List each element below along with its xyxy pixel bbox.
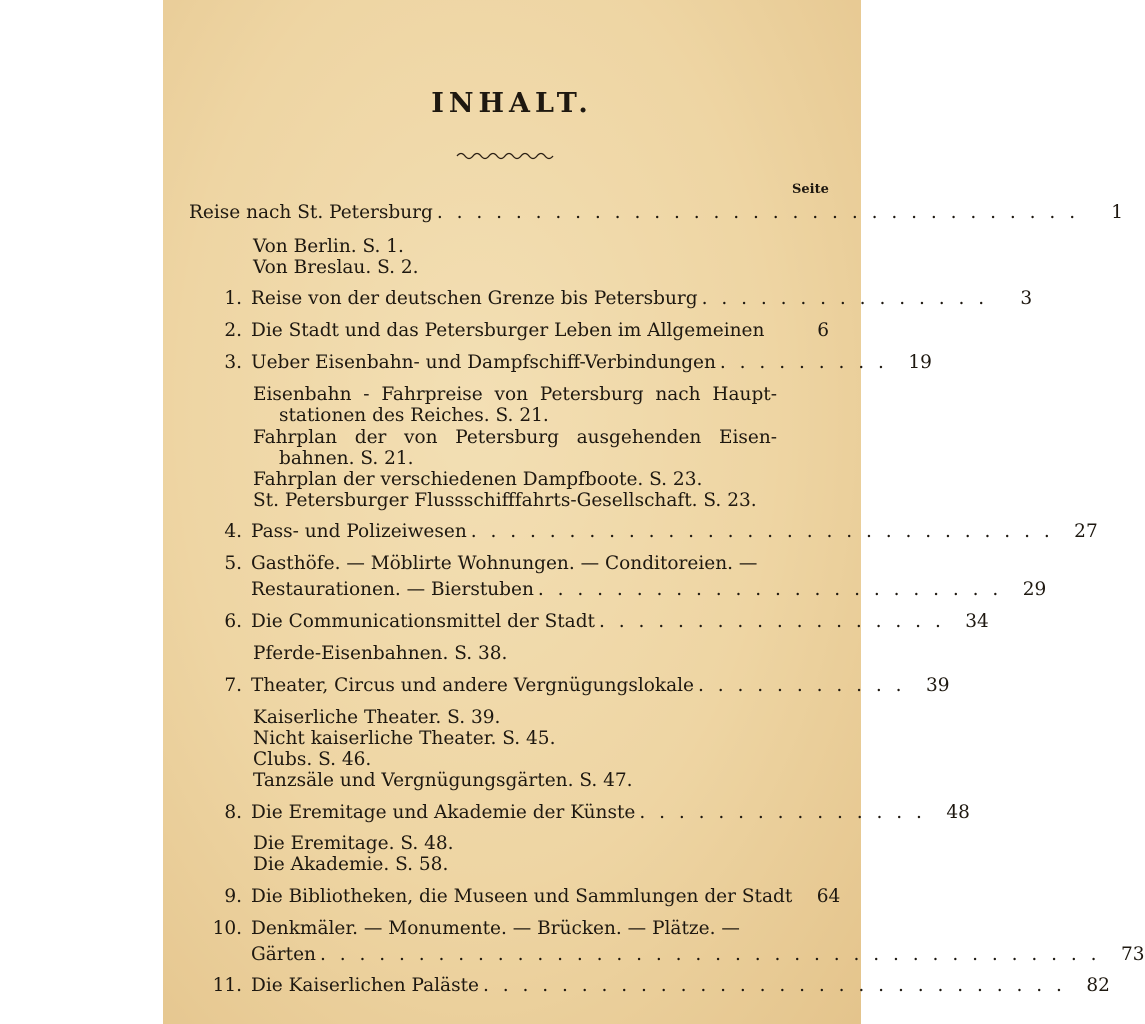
toc-sub-entry: Von Breslau. S. 2. <box>253 257 419 278</box>
toc-sub-entry: stationen des Reiches. S. 21. <box>279 405 549 426</box>
leader-dots: . . . . . . . . . . . . . . . . . . . . . . . . <box>537 579 1003 600</box>
toc-sub-entry: Tanzsäle und Vergnügungsgärten. S. 47. <box>253 770 633 791</box>
toc-entry-page: 1 <box>1111 202 1124 223</box>
toc-entry[interactable] <box>189 975 1110 997</box>
toc-entry[interactable] <box>189 553 829 575</box>
toc-entry-page: 64 <box>816 886 841 907</box>
toc-entry-page: 27 <box>1074 521 1098 542</box>
toc-entry-title: Gärten <box>251 944 316 965</box>
toc-sub-entry: bahnen. S. 21. <box>279 448 414 469</box>
toc-entry-title: Die Eremitage und Akademie der Künste <box>251 802 636 823</box>
toc-sub-entry: Kaiserliche Theater. S. 39. <box>253 707 501 728</box>
seite-column-label: Seite <box>792 182 829 197</box>
toc-sub-entry: Eisenbahn - Fahrpreise von Petersburg nach Haupt- <box>253 384 777 405</box>
toc-entry-title: Die Kaiserlichen Paläste <box>251 975 479 996</box>
leader-dots: . . . . . . . . . . . . . . . . . . . . . . . . . . . . . . . . . . . . . . . . <box>319 944 1101 965</box>
leader-dots: . . . . . . . . . . . <box>698 675 906 696</box>
toc-sub-entry: Die Eremitage. S. 48. <box>253 833 454 854</box>
toc-entry-number: 1. <box>224 288 242 309</box>
toc-entry[interactable] <box>189 802 970 824</box>
toc-entry-title: Gasthöfe. — Möblirte Wohnungen. — Conditoreien. — <box>251 553 758 574</box>
leader-dots: . . . . . . . . . . . . . . . . . . . . . . . . . . . . . . . . . <box>436 202 1080 223</box>
toc-sub-entry: Fahrplan der verschiedenen Dampfboote. S. 23. <box>253 469 703 490</box>
toc-entry-title: Reise von der deutschen Grenze bis Petersburg <box>251 288 698 309</box>
toc-entry-number: 2. <box>224 320 242 341</box>
toc-entry-number: 7. <box>224 675 242 696</box>
toc-entry[interactable] <box>189 675 950 697</box>
leader-dots: . . . . . . . . . . . . . . . . . . . . . . . . . . . . . . <box>482 975 1066 996</box>
toc-entry-page: 39 <box>925 675 950 696</box>
toc-entry-title: Pass- und Polizeiwesen <box>251 521 467 542</box>
toc-entry-number: 10. <box>212 918 242 939</box>
toc-sub-entry: Nicht kaiserliche Theater. S. 45. <box>253 728 556 749</box>
toc-entry-title: Die Stadt und das Petersburger Leben im Allgemeinen <box>251 320 765 341</box>
toc-entry-title: Ueber Eisenbahn- und Dampfschiff-Verbindungen <box>251 352 716 373</box>
toc-entry[interactable] <box>189 918 829 940</box>
toc-entry-page: 19 <box>908 352 932 373</box>
toc-entry-title: Die Bibliotheken, die Museen und Sammlungen der Stadt <box>251 886 793 907</box>
toc-entry-page: 82 <box>1086 975 1110 996</box>
toc-entry-title: Restaurationen. — Bierstuben <box>251 579 534 600</box>
toc-sub-entry: Fahrplan der von Petersburg ausgehenden Eisen- <box>253 427 777 448</box>
leader-dots: . . . . . . . . . <box>719 352 888 373</box>
toc-sub-entry: Von Berlin. S. 1. <box>253 236 404 257</box>
toc-entry-page: 29 <box>1022 579 1047 600</box>
ornament-flourish <box>455 150 555 162</box>
page-heading: INHALT. <box>431 88 593 119</box>
leader-dots: . . . . . . . . . . . . . . . . . . <box>599 611 945 632</box>
toc-entry-title: Die Communicationsmittel der Stadt <box>251 611 595 632</box>
toc-sub-entry: Pferde-Eisenbahnen. S. 38. <box>253 643 508 664</box>
leader-dots: . . . . . . . . . . . . . . . . . . . . . . . . . . . . . . <box>470 521 1054 542</box>
toc-entry-page: 73 <box>1120 944 1145 965</box>
toc-entry-page: 48 <box>946 802 970 823</box>
toc-entry-number: 6. <box>224 611 242 632</box>
toc-sub-entry: Clubs. S. 46. <box>253 749 372 770</box>
toc-entry-number: 5. <box>224 553 242 574</box>
toc-entry[interactable] <box>189 521 1098 543</box>
toc-entry-title: Reise nach St. Petersburg <box>189 202 433 223</box>
toc-entry-number: 11. <box>212 975 242 996</box>
leader-dots: . . . . . . . . . . . . . . . <box>701 288 989 309</box>
toc-entry[interactable] <box>189 288 1033 310</box>
book-page <box>163 0 1145 1024</box>
toc-entry[interactable] <box>189 202 1124 224</box>
toc-entry-title: Denkmäler. — Monumente. — Brücken. — Plätze. — <box>251 918 740 939</box>
toc-entry-continuation[interactable] <box>189 944 1145 966</box>
toc-sub-entry: St. Petersburger Flussschifffahrts-Gesellschaft. S. 23. <box>253 490 757 511</box>
toc-entry-page: 34 <box>965 611 989 632</box>
toc-entry-number: 9. <box>224 886 242 907</box>
toc-entry[interactable] <box>189 352 932 374</box>
leader-dots: . . . . . . . . . . . . . . . <box>639 802 926 823</box>
toc-entry[interactable] <box>189 320 829 342</box>
toc-entry-number: 3. <box>224 352 242 373</box>
toc-entry-number: 4. <box>224 521 242 542</box>
toc-entry-title: Theater, Circus und andere Vergnügungslokale <box>251 675 695 696</box>
toc-entry-continuation[interactable] <box>189 579 1047 601</box>
toc-entry-page: 3 <box>1020 288 1033 309</box>
toc-sub-entry: Die Akademie. S. 58. <box>253 854 449 875</box>
toc-entry-number: 8. <box>224 802 242 823</box>
toc-entry[interactable] <box>189 611 989 633</box>
toc-entry-page: 6 <box>817 320 829 341</box>
toc-entry[interactable] <box>189 886 841 908</box>
